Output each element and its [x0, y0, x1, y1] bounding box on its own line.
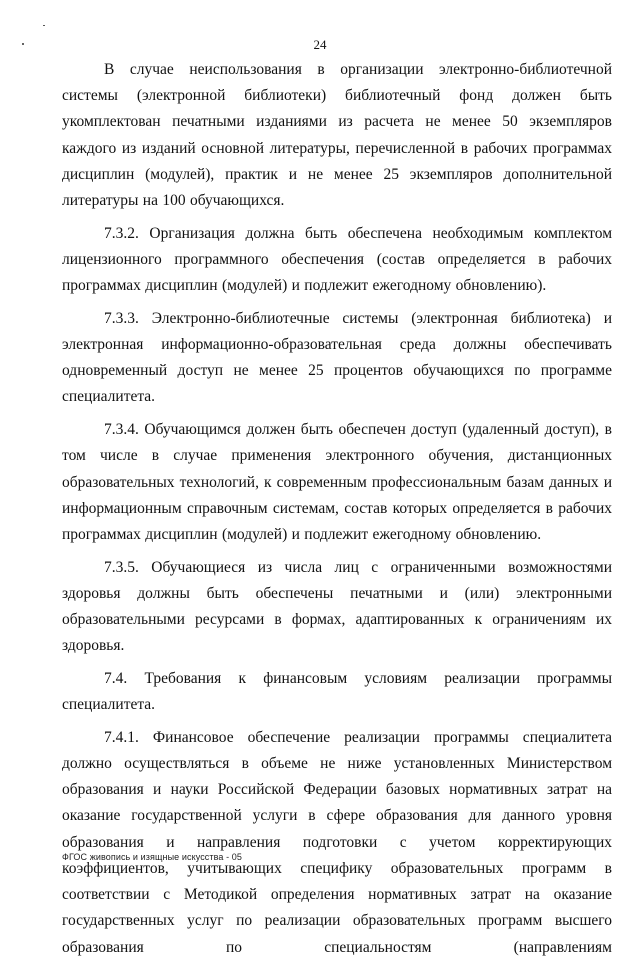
paragraph-7-3-3: 7.3.3. Электронно-библиотечные системы (электронная библиотека) и электронная информационно-образовательная среда должны обеспечивать одновременный доступ не менее 25 процентов обучающихся по программе специалитета.: [62, 309, 612, 406]
paragraph-7-3-5: 7.3.5. Обучающиеся из числа лиц с ограниченными возможностями здоровья должны быть обеспечены печатными и (или) электронными образовательными ресурсами в формах, адаптированных к ограничениям их здоровья.: [62, 558, 612, 655]
scan-speck: [43, 25, 45, 26]
paragraph-7-3-4: 7.3.4. Обучающимся должен быть обеспечен доступ (удаленный доступ), в том числе в случае применения электронного обучения, дистанционных образовательных технологий, к современным профессиональным базам данных и информационным справочным системам, состав которых определяется в рабочих программах дисциплин (модулей) и подлежит ежегодному обновлению.: [62, 421, 612, 543]
page-footer: ФГОС живопись и изящные искусства - 05: [62, 852, 243, 862]
paragraph-7-3-2: 7.3.2. Организация должна быть обеспечена необходимым комплектом лицензионного программного обеспечения (состав определяется в рабочих программах дисциплин (модулей) и подлежит ежегодному обновлению).: [62, 224, 612, 295]
document-body: [62, 57, 612, 961]
page-number: 24: [313, 37, 327, 52]
paragraph-library-fund: В случае неиспользования в организации электронно-библиотечной системы (электронной библиотеки) библиотечный фонд должен быть укомплектован печатными изданиями из расчета не менее 50 экземпляров каждого из изданий основной литературы, перечисленной в рабочих программах дисциплин (модулей), практик и не менее 25 экземпляров дополнительной литературы на 100 обучающихся.: [62, 61, 612, 210]
paragraph-7-4: 7.4. Требования к финансовым условиям реализации программы специалитета.: [62, 669, 612, 714]
paragraph-7-4-1: 7.4.1. Финансовое обеспечение реализации программы специалитета должно осуществляться в объеме не ниже установленных Министерством образования и науки Российской Федерации базовых нормативных затрат на оказание государственной услуги в сфере образования для данного уровня образования и направления подготовки с учетом корректирующих коэффициентов, учитывающих специфику образовательных программ в соответствии с Методикой определения нормативных затрат на оказание государственных услуг по реализации образовательных программ высшего образования по специальностям (направлениям: [62, 728, 612, 956]
